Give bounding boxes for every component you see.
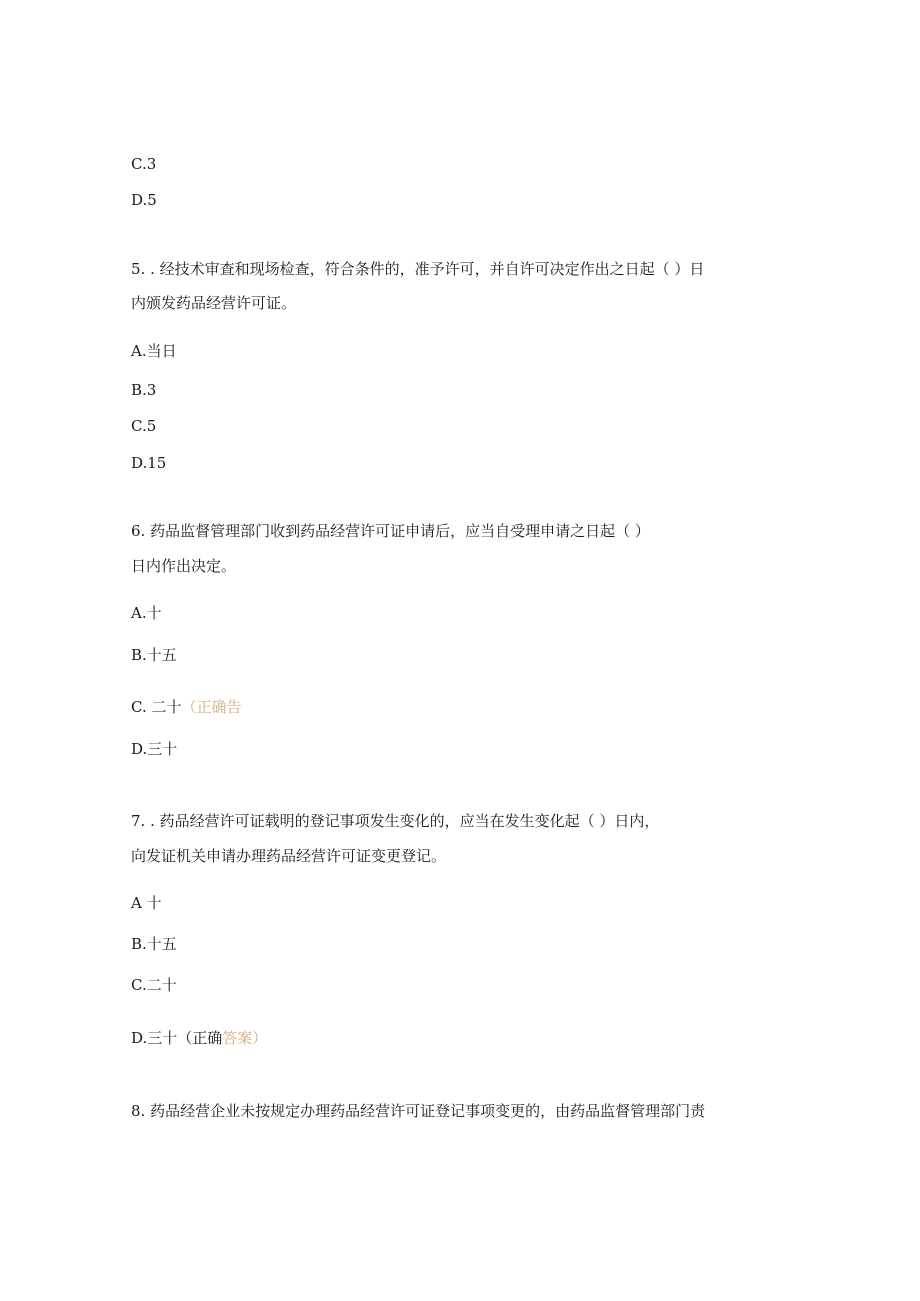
q6-option-c — [131, 697, 242, 717]
q7-option-c: C.二十 — [131, 976, 177, 994]
q5-question-line1: 5. . 经技术审查和现场检查，符合条件的，准予许可，并自许可决定作出之日起（ ）日 — [131, 260, 705, 278]
q5-option-b: B.3 — [131, 381, 157, 399]
q7-question-line1: 7. . 药品经营许可证载明的登记事项发生变化的，应当在发生变化起（ ）日内， — [131, 812, 660, 830]
q7-answer-mark: 答案） — [222, 1029, 268, 1047]
q7-option-a: A 十 — [131, 894, 162, 912]
q5-option-a: A.当日 — [131, 342, 177, 360]
q7-question-line2: 向发证机关申请办理药品经营许可证变更登记。 — [131, 847, 447, 865]
q4-option-d: D.5 — [131, 191, 157, 209]
q5-option-d: D.15 — [131, 454, 167, 472]
q6-option-c-text: C. 二十 — [131, 698, 182, 716]
q6-question-line2: 日内作出决定。 — [131, 557, 237, 575]
q6-answer-mark: （正确告 — [181, 698, 242, 716]
q6-option-a: A.十 — [131, 604, 162, 622]
q6-option-b: B.十五 — [131, 646, 177, 664]
q7-option-d — [131, 1028, 267, 1048]
q7-option-b: B.十五 — [131, 935, 177, 953]
q6-option-d: D.三十 — [131, 740, 178, 758]
q6-question-line1: 6. 药品监督管理部门收到药品经营许可证申请后，应当自受理申请之日起（ ） — [131, 522, 650, 540]
q5-option-c: C.5 — [131, 417, 157, 435]
q5-question-line2: 内颁发药品经营许可证。 — [131, 294, 297, 312]
q4-option-c: C.3 — [131, 155, 157, 173]
q7-option-d-text: D.三十（正确 — [131, 1029, 223, 1047]
q8-question-line1: 8. 药品经营企业未按规定办理药品经营许可证登记事项变更的，由药品监督管理部门责 — [131, 1102, 706, 1120]
